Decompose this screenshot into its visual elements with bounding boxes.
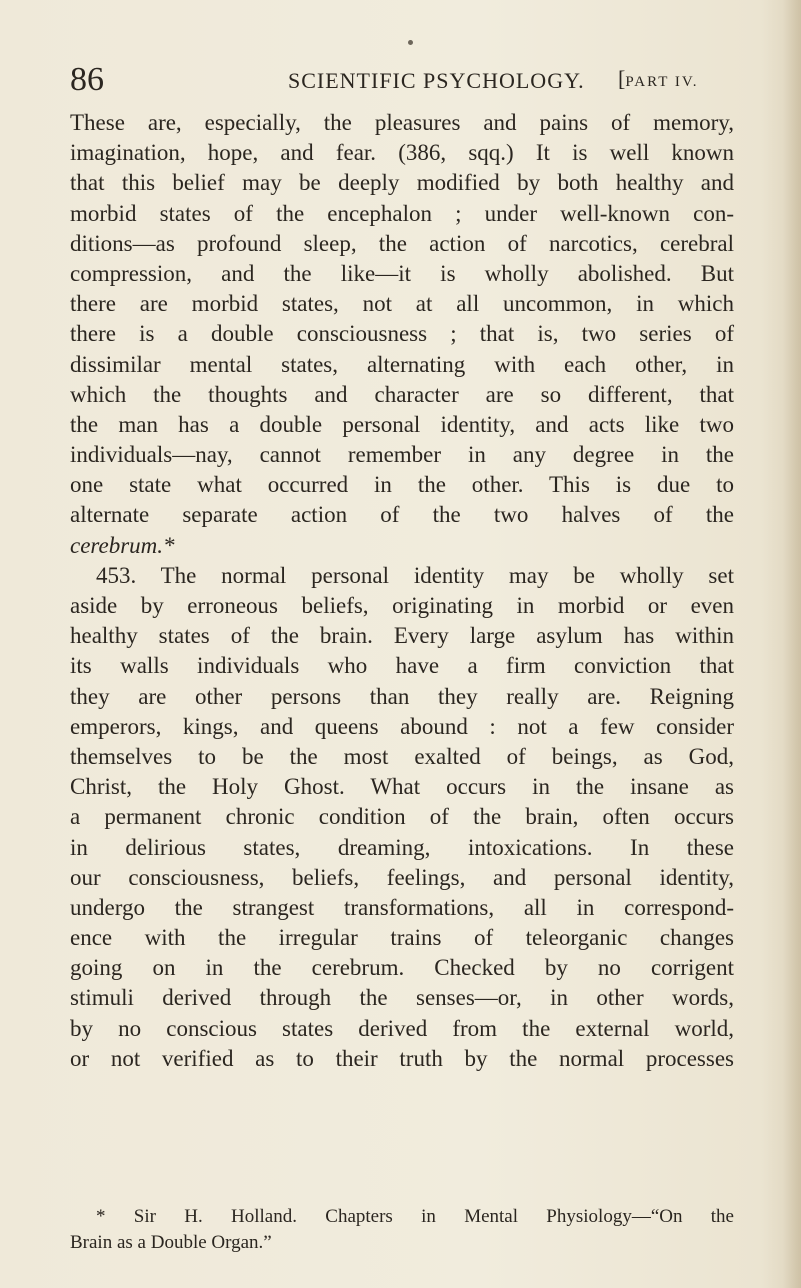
text-line: one state what occurred in the other. This is due to xyxy=(70,472,734,498)
text-line: which the thoughts and character are so different, that xyxy=(70,381,734,407)
text-line: These are, especially, the pleasures and pains of memory, xyxy=(70,110,734,135)
text-line: going on in the cerebrum. Checked by no corrigent xyxy=(70,955,734,981)
text-line: themselves to be the most exalted of beings, as God, xyxy=(70,743,734,769)
body-text xyxy=(70,108,734,1074)
footnote-line: * Sir H. Holland. Chapters in Mental Physiology—“On the xyxy=(96,1206,734,1227)
text-line: emperors, kings, and queens abound : not a few consider xyxy=(70,713,734,739)
part-label xyxy=(618,64,699,97)
text-line: compression, and the like—it is wholly abolished. But xyxy=(70,260,734,286)
text-line: aside by erroneous beliefs, originating in morbid or even xyxy=(70,593,734,618)
text-line: imagination, hope, and fear. (386, sqq.) It is well known xyxy=(70,140,734,166)
part-text: PART IV. xyxy=(625,74,699,90)
text-line: stimuli derived through the senses—or, in other words, xyxy=(70,985,734,1011)
text-line: dissimilar mental states, alternating with each other, in xyxy=(70,351,734,377)
text-line: undergo the strangest transformations, all in correspond- xyxy=(70,894,734,920)
text-line: healthy states of the brain. Every large asylum has within xyxy=(70,623,734,649)
text-line: the man has a double personal identity, and acts like two xyxy=(70,411,734,437)
footnote-line: Brain as a Double Organ.” xyxy=(70,1232,272,1253)
text-line: cerebrum.* xyxy=(70,532,175,558)
ink-speck xyxy=(408,40,413,45)
text-line: or not verified as to their truth by the normal processes xyxy=(70,1045,734,1071)
text-line: there is a double consciousness ; that is, two series of xyxy=(70,321,734,347)
text-line: ence with the irregular trains of teleorganic changes xyxy=(70,925,734,951)
text-line: in delirious states, dreaming, intoxications. In these xyxy=(70,834,734,860)
page-header xyxy=(70,60,750,100)
paragraph-1 xyxy=(70,108,734,561)
text-line: alternate separate action of the two halves of the xyxy=(70,502,734,528)
text-line: morbid states of the encephalon ; under well-known con- xyxy=(70,200,734,226)
text-line: by no conscious states derived from the external world, xyxy=(70,1015,734,1041)
text-line: a permanent chronic condition of the brain, often occurs xyxy=(70,804,734,830)
text-line: 453. The normal personal identity may be wholly set xyxy=(96,562,734,588)
running-title: SCIENTIFIC PSYCHOLOGY. xyxy=(288,68,585,93)
text-line: that this belief may be deeply modified by both healthy and xyxy=(70,170,734,196)
page-edge-shadow xyxy=(783,0,801,1288)
page-number: 86 xyxy=(70,61,104,98)
text-line: individuals—nay, cannot remember in any degree in the xyxy=(70,442,734,468)
paragraph-2 xyxy=(70,561,734,1074)
text-line: Christ, the Holy Ghost. What occurs in the insane as xyxy=(70,774,734,800)
text-line: ditions—as profound sleep, the action of narcotics, cerebral xyxy=(70,230,734,256)
text-line: they are other persons than they really are. Reigning xyxy=(70,683,734,709)
text-line: its walls individuals who have a firm conviction that xyxy=(70,653,734,679)
text-line: our consciousness, beliefs, feelings, and personal identity, xyxy=(70,864,734,890)
part-bracket: [ xyxy=(618,66,626,91)
footnote xyxy=(70,1204,734,1256)
text-line: there are morbid states, not at all uncommon, in which xyxy=(70,291,734,317)
